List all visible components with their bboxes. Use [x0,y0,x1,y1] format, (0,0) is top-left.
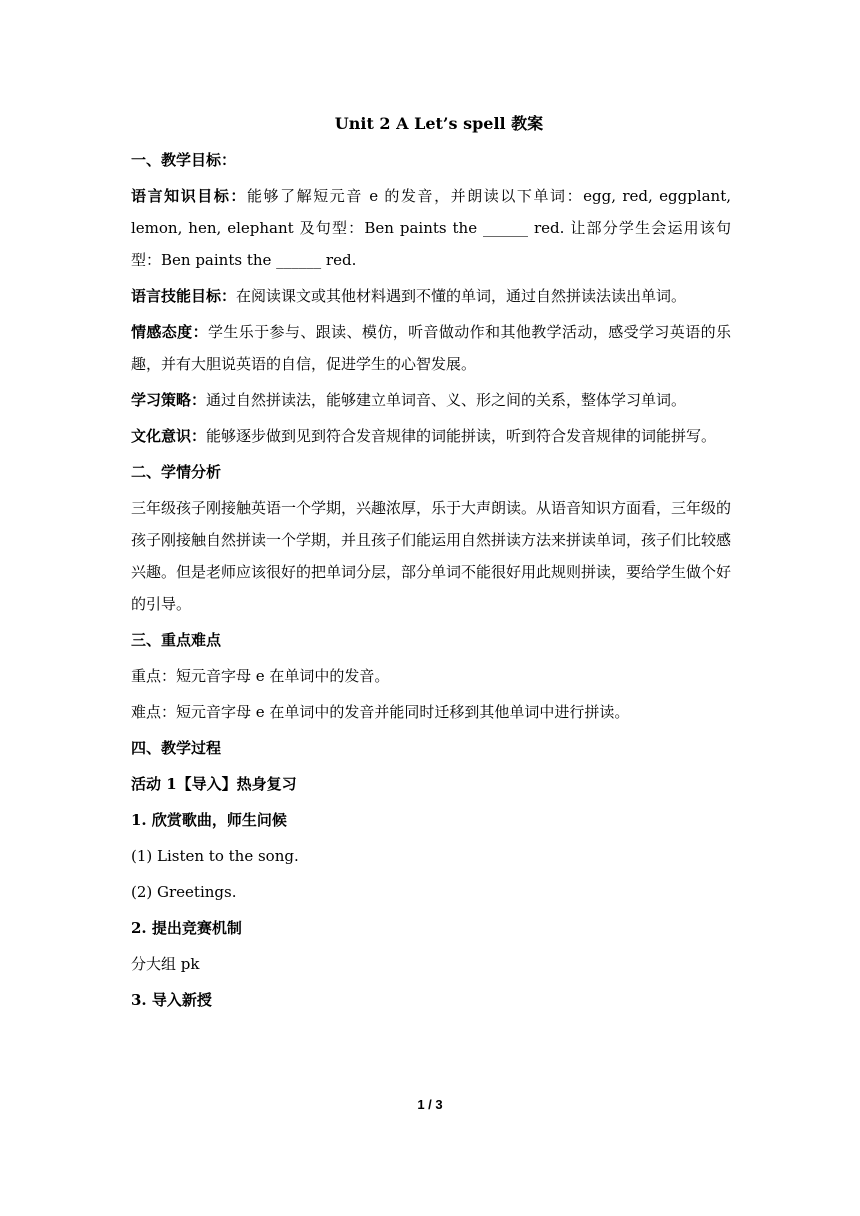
document-title: Unit 2 A Let’s spell 教案 [334,114,544,133]
goal-attitude [131,316,731,380]
goal-language-skill-text: 在阅读课文或其他材料遇到不懂的单词，通过自然拼读法读出单词。 [236,287,687,305]
goal-strategy-label: 学习策略： [131,391,207,409]
goal-culture-text: 能够逐步做到见到符合发音规律的词能拼读，听到符合发音规律的词能拼写。 [206,427,717,445]
goal-language-skill [131,280,731,312]
goal-language-skill-label: 语言技能目标： [131,287,237,305]
goal-attitude-text: 学生乐于参与、跟读、模仿，听音做动作和其他教学活动，感受学习英语的乐趣，并有大胆说英语的自信，促进学生的心智发展。 [131,323,731,373]
page-number: 1 / 3 [417,1097,443,1112]
section-heading-process: 四、教学过程 [131,739,222,757]
document-body [131,108,731,1020]
goal-language-knowledge-label: 语言知识目标： [131,187,247,205]
key-point: 重点：短元音字母 e 在单词中的发音。 [131,667,390,685]
section-heading-analysis: 二、学情分析 [131,463,222,481]
activity-heading: 活动 1【导入】热身复习 [131,775,297,793]
section-heading-key-points: 三、重点难点 [131,631,222,649]
goal-language-knowledge [131,180,731,276]
step-heading-new-lesson: 3. 导入新授 [131,991,212,1009]
step-item-listen: (1) Listen to the song. [131,847,299,865]
section-heading-goals: 一、教学目标： [131,151,237,169]
step-heading-song: 1. 欣赏歌曲，师生问候 [131,811,287,829]
step-heading-competition: 2. 提出竞赛机制 [131,919,242,937]
goal-strategy [131,384,731,416]
goal-culture [131,420,731,452]
difficult-point: 难点：短元音字母 e 在单词中的发音并能同时迁移到其他单词中进行拼读。 [131,703,630,721]
goal-attitude-label: 情感态度： [131,323,208,341]
goal-language-knowledge-text: 能够了解短元音 e 的发音，并朗读以下单词：egg, red, eggplant, lemon, hen, elephant 及句型：Ben paints the ______ red. 让部分学生会运用该句型：Ben paints the ______ red. [131,187,731,269]
step-competition-text: 分大组 pk [131,955,200,973]
goal-strategy-text: 通过自然拼读法，能够建立单词音、义、形之间的关系，整体学习单词。 [206,391,687,409]
goal-culture-label: 文化意识： [131,427,207,445]
analysis-paragraph: 三年级孩子刚接触英语一个学期，兴趣浓厚，乐于大声朗读。从语音知识方面看，三年级的孩子刚接触自然拼读一个学期，并且孩子们能运用自然拼读方法来拼读单词，孩子们比较感兴趣。但是老师应该很好的把单词分层，部分单词不能很好用此规则拼读，要给学生做个好的引导。 [131,499,732,613]
step-item-greetings: (2) Greetings. [131,883,237,901]
